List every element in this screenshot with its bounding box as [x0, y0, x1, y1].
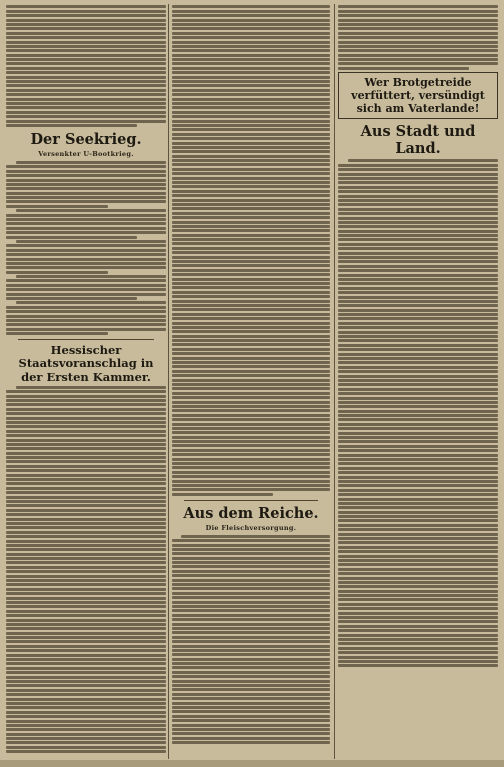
text-block	[172, 5, 330, 495]
page-bottom-edge	[0, 760, 504, 767]
subheadline-reiche: Die Fleischversorgung.	[205, 523, 297, 532]
headline-staatsvoranschlag: Hessischer Staatsvoranschlag in der Ersten Kammer.	[18, 343, 154, 384]
headline-reiche: Aus dem Reiche.	[183, 504, 319, 522]
text-block	[6, 386, 166, 753]
column-rule	[334, 4, 335, 759]
text-block	[338, 5, 498, 69]
text-block	[172, 535, 330, 744]
appeal-brotgetreide: Wer Brotgetreide verfüttert, versündigt sich am Vaterlande!	[351, 75, 485, 116]
column-rule	[168, 4, 169, 759]
text-block	[6, 5, 166, 127]
separator	[184, 500, 318, 501]
text-block	[338, 159, 498, 667]
column-3	[338, 4, 498, 759]
text-block	[6, 161, 166, 335]
subheadline-seekrieg: Versenkter U-Bootkrieg.	[38, 149, 134, 158]
column-1	[6, 4, 166, 759]
column-2	[172, 4, 330, 759]
appeal-box	[338, 72, 498, 120]
headline-stadt-land: Aus Stadt und Land.	[360, 123, 476, 158]
separator	[18, 339, 154, 340]
headline-seekrieg: Der Seekrieg.	[30, 130, 142, 148]
